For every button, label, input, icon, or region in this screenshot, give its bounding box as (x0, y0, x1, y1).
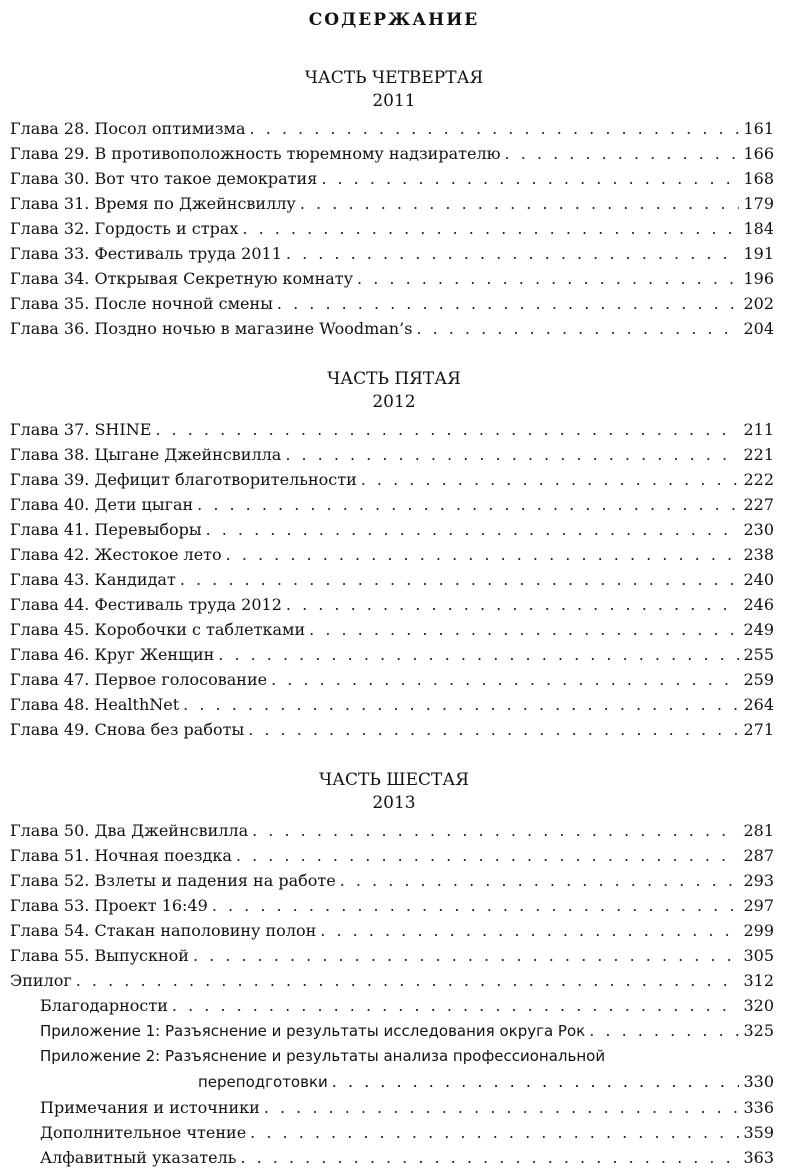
toc-entry[interactable] (0, 893, 788, 918)
toc-entry[interactable] (0, 918, 788, 943)
part-title: ЧАСТЬ ПЯТАЯ (327, 369, 461, 389)
dot-leader (357, 266, 739, 291)
dot-leader (589, 1018, 739, 1043)
dot-leader (248, 717, 739, 742)
entry-page: 196 (743, 269, 774, 288)
entry-label: Глава 50. Два Джейнсвилла (10, 821, 249, 840)
entry-label: Глава 55. Выпускной (10, 946, 189, 965)
dot-leader (206, 517, 740, 542)
dot-leader (264, 1095, 740, 1120)
dot-leader (76, 968, 740, 993)
entry-page: 363 (743, 1148, 774, 1167)
dot-leader (300, 191, 740, 216)
entry-label: Глава 43. Кандидат (10, 570, 176, 589)
entry-page: 271 (743, 720, 774, 739)
toc-entry[interactable] (0, 592, 788, 617)
part-four (0, 66, 788, 341)
entry-page: 249 (743, 620, 774, 639)
toc-entry[interactable] (0, 191, 788, 216)
toc-entry[interactable] (0, 291, 788, 316)
dot-leader (250, 116, 740, 141)
entry-label: Благодарности (40, 996, 168, 1015)
entry-page: 264 (743, 695, 774, 714)
entry-page: 211 (743, 420, 774, 439)
dot-leader (236, 843, 740, 868)
entry-label: Глава 48. HealthNet (10, 695, 180, 714)
entry-page: 227 (743, 495, 774, 514)
entry-page: 255 (743, 645, 774, 664)
dot-leader (226, 542, 740, 567)
entry-page: 330 (743, 1072, 774, 1091)
toc-entry-appendix-2[interactable] (0, 1044, 788, 1095)
entry-page: 221 (743, 445, 774, 464)
toc-entry[interactable] (0, 442, 788, 467)
toc-entry[interactable] (0, 843, 788, 868)
toc-entry[interactable] (0, 316, 788, 341)
dot-leader (183, 692, 739, 717)
toc-entry[interactable] (0, 266, 788, 291)
entry-page: 161 (743, 119, 774, 138)
dot-leader (172, 993, 740, 1018)
entry-label: Глава 47. Первое голосование (10, 670, 268, 689)
entry-page: 359 (743, 1123, 774, 1142)
toc-entry[interactable] (0, 692, 788, 717)
toc-entry[interactable] (0, 868, 788, 893)
dot-leader (286, 592, 740, 617)
entry-label: Глава 29. В противоположность тюремному надзирателю (10, 144, 501, 163)
entry-page: 293 (743, 871, 774, 890)
entry-page: 259 (743, 670, 774, 689)
entry-label: Глава 54. Стакан наполовину полон (10, 921, 317, 940)
entry-page: 325 (743, 1021, 774, 1040)
dot-leader (332, 1069, 740, 1094)
toc-entry-appendix-1[interactable] (0, 1018, 788, 1044)
entry-page: 179 (743, 194, 774, 213)
entry-label: Глава 36. Поздно ночью в магазине Woodman’s (10, 319, 413, 338)
dot-leader (180, 567, 740, 592)
entry-label: Глава 45. Коробочки с таблетками (10, 620, 306, 639)
entry-page: 312 (743, 971, 774, 990)
entry-label: Глава 34. Открывая Секретную комнату (10, 269, 354, 288)
dot-leader (212, 893, 740, 918)
entry-label: Глава 51. Ночная поездка (10, 846, 232, 865)
dot-leader (271, 667, 739, 692)
toc-entry[interactable] (0, 968, 788, 993)
part-title: ЧАСТЬ ШЕСТАЯ (319, 770, 469, 790)
entry-page: 287 (743, 846, 774, 865)
toc-entry-acknowledgements[interactable] (0, 993, 788, 1018)
dot-leader (250, 1120, 739, 1145)
entry-label: Глава 46. Круг Женщин (10, 645, 215, 664)
dot-leader (197, 492, 739, 517)
dot-leader (155, 417, 739, 442)
toc-entry[interactable] (0, 141, 788, 166)
entry-label: Глава 39. Дефицит благотворительности (10, 470, 357, 489)
part-title: ЧАСТЬ ЧЕТВЕРТАЯ (304, 68, 484, 88)
entry-page: 320 (743, 996, 774, 1015)
entry-label: Глава 41. Перевыборы (10, 520, 202, 539)
entry-label: Алфавитный указатель (40, 1148, 237, 1167)
dot-leader (193, 943, 740, 968)
entry-label: Глава 28. Посол оптимизма (10, 119, 246, 138)
entry-page: 202 (743, 294, 774, 313)
entry-page: 246 (743, 595, 774, 614)
dot-leader (340, 868, 740, 893)
entry-label: Глава 52. Взлеты и падения на работе (10, 871, 336, 890)
dot-leader (285, 442, 739, 467)
entry-label: Глава 38. Цыгане Джейнсвилла (10, 445, 282, 464)
entry-page: 204 (743, 319, 774, 338)
toc-entry[interactable] (0, 241, 788, 266)
entry-label: Глава 49. Снова без работы (10, 720, 245, 739)
toc-entry[interactable] (0, 617, 788, 642)
part-five (0, 367, 788, 742)
entry-label: Глава 37. SHINE (10, 420, 152, 439)
entry-label: Эпилог (10, 971, 72, 990)
toc-entry[interactable] (0, 166, 788, 191)
toc-entry[interactable] (0, 717, 788, 742)
dot-leader (252, 818, 739, 843)
entry-label: Глава 32. Гордость и страх (10, 219, 239, 238)
dot-leader (240, 1145, 739, 1170)
toc-entry[interactable] (0, 116, 788, 141)
entry-label: Приложение 1: Разъяснение и результаты исследования округа Рок (40, 1022, 586, 1040)
entry-label: Примечания и источники (40, 1098, 260, 1117)
entry-label: Глава 42. Жестокое лето (10, 545, 222, 564)
toc-entry[interactable] (0, 542, 788, 567)
toc-entry[interactable] (0, 517, 788, 542)
toc-entry[interactable] (0, 642, 788, 667)
toc-entry-further-reading[interactable] (0, 1120, 788, 1145)
dot-leader (277, 291, 740, 316)
toc-entry[interactable] (0, 567, 788, 592)
toc-entry[interactable] (0, 943, 788, 968)
entry-page: 230 (743, 520, 774, 539)
entry-label: Глава 53. Проект 16:49 (10, 896, 208, 915)
entry-page: 222 (743, 470, 774, 489)
part-year: 2013 (372, 793, 416, 813)
dot-leader (361, 467, 740, 492)
dot-leader (218, 642, 739, 667)
entry-page: 191 (743, 244, 774, 263)
entry-label: Глава 33. Фестиваль труда 2011 (10, 244, 282, 263)
entry-page: 166 (743, 144, 774, 163)
dot-leader (321, 166, 739, 191)
dot-leader (309, 617, 739, 642)
toc-entry[interactable] (0, 216, 788, 241)
entry-label: Глава 44. Фестиваль труда 2012 (10, 595, 282, 614)
entry-page: 184 (743, 219, 774, 238)
toc-entry[interactable] (0, 417, 788, 442)
entry-page: 238 (743, 545, 774, 564)
toc-entry-notes[interactable] (0, 1095, 788, 1120)
toc-title: СОДЕРЖАНИЕ (308, 10, 480, 30)
entry-label-line2: переподготовки (198, 1073, 328, 1091)
entry-label-line1: Приложение 2: Разъяснение и результаты анализа профессиональной (40, 1047, 606, 1065)
toc-entry[interactable] (0, 492, 788, 517)
entry-label: Глава 30. Вот что такое демократия (10, 169, 318, 188)
entry-label: Глава 40. Дети цыган (10, 495, 194, 514)
dot-leader (505, 141, 740, 166)
toc-entry[interactable] (0, 467, 788, 492)
dot-leader (320, 918, 739, 943)
entry-page: 305 (743, 946, 774, 965)
entry-page: 299 (743, 921, 774, 940)
entry-page: 281 (743, 821, 774, 840)
part-year: 2012 (372, 392, 416, 412)
toc-entry-index[interactable] (0, 1145, 788, 1170)
entry-page: 336 (743, 1098, 774, 1117)
toc-entry[interactable] (0, 667, 788, 692)
part-year: 2011 (372, 91, 416, 111)
entry-page: 297 (743, 896, 774, 915)
entry-label: Глава 35. После ночной смены (10, 294, 273, 313)
dot-leader (242, 216, 739, 241)
toc-entry[interactable] (0, 818, 788, 843)
entry-page: 168 (743, 169, 774, 188)
part-six (0, 768, 788, 1170)
entry-label: Дополнительное чтение (40, 1123, 247, 1142)
dot-leader (286, 241, 740, 266)
entry-page: 240 (743, 570, 774, 589)
dot-leader (416, 316, 739, 341)
entry-label: Глава 31. Время по Джейнсвиллу (10, 194, 296, 213)
